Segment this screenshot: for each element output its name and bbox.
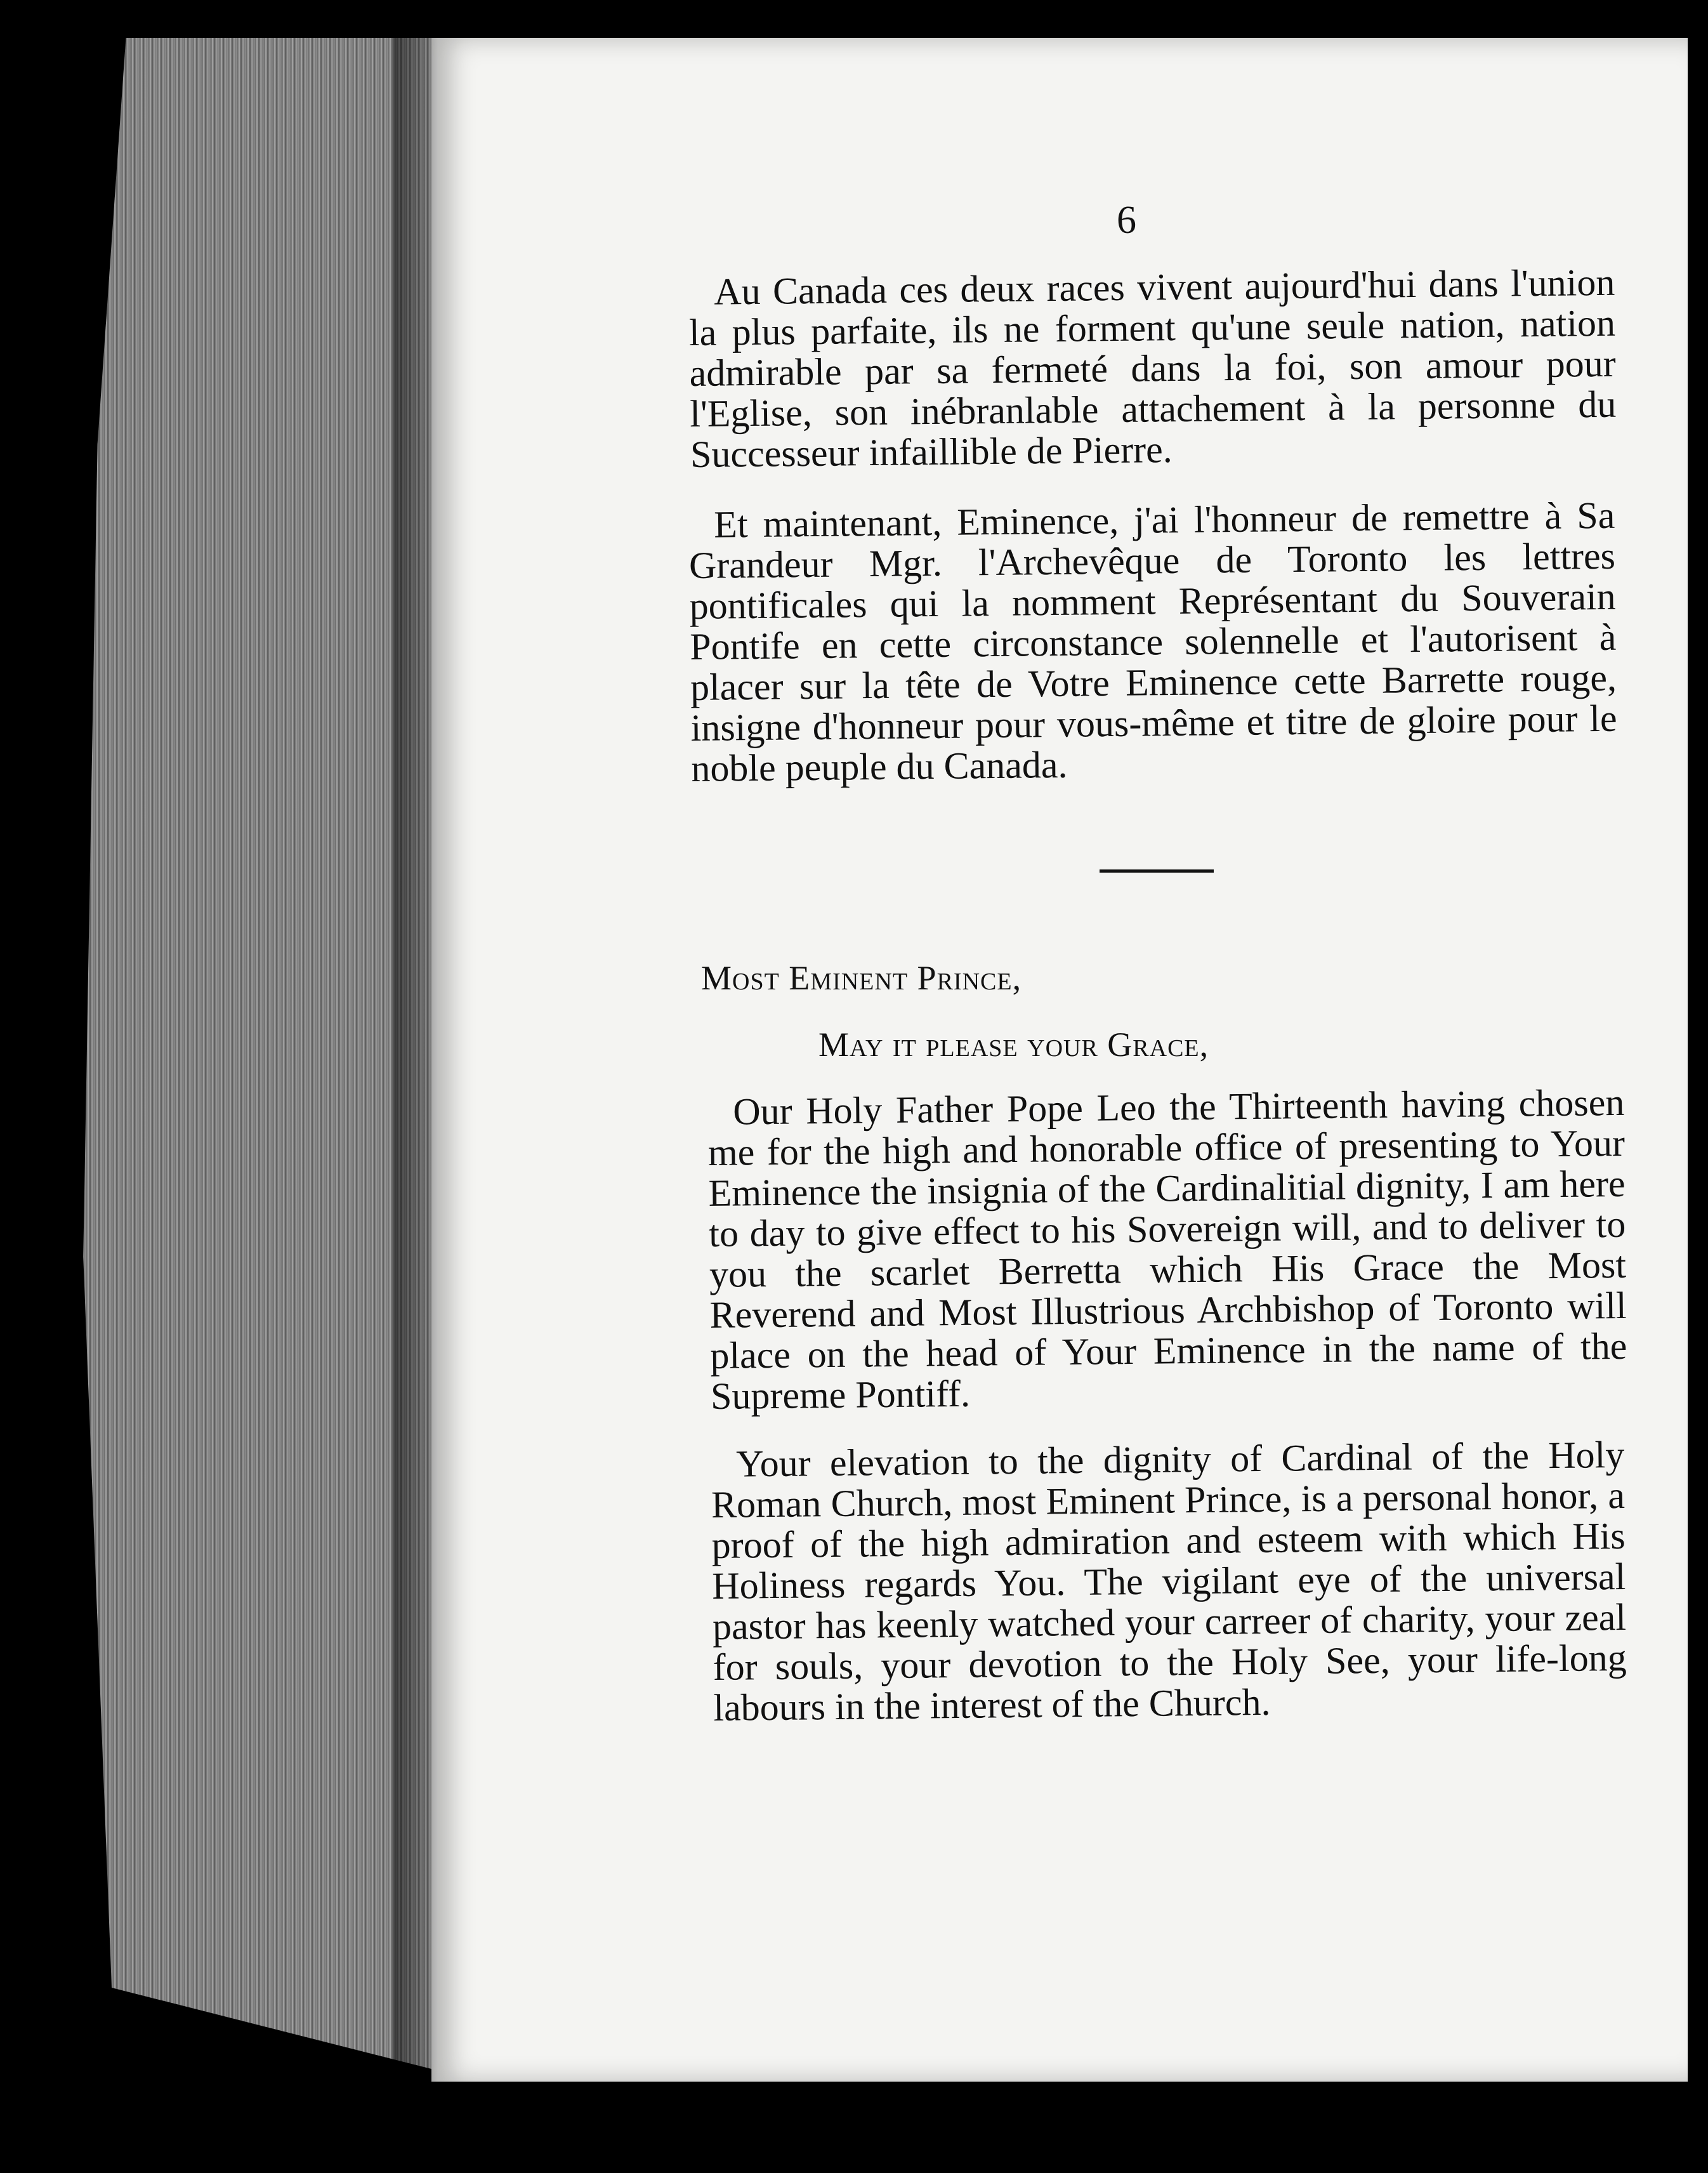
english-paragraph-1: Our Holy Father Pope Leo the Thirteenth having chosen me for the high and honorable office of presenting to Your Eminence the insignia of the Cardinalitial dignity, I am here to day to give effect to his Sovereign will, and to deliver to you the scarlet Berretta which His Grace the Most Reverend and Most Illustrious Archbishop of Toronto will place on the head of Your Eminence in the name of the Supreme Pontiff. [707, 1081, 1627, 1417]
section-divider [1100, 869, 1214, 873]
page-number: 6 [1117, 199, 1136, 242]
salutation-most-eminent-prince: Most Eminent Prince, [701, 959, 1022, 997]
book-page-edges [76, 38, 431, 2069]
salutation-may-it-please: May it please your Grace, [818, 1026, 1209, 1064]
english-paragraph-2: Your elevation to the dignity of Cardinal of the Holy Roman Church, most Eminent Prince, is a personal honor, a proof of the high admiration and esteem with which His Holiness regards You. The vigilant eye of the universal pastor has keenly watched your carreer of charity, your zeal for souls, your devotion to the Holy See, your life-long labours in the interest of the Church. [711, 1433, 1627, 1729]
gutter-shadow [393, 38, 438, 2094]
french-paragraph-2: Et maintenant, Eminence, j'ai l'honneur de remettre à Sa Grandeur Mgr. l'Archevêque de Toronto les lettres pontificales qui la nomment Représentant du Souverain Pontife en cette circonstance solennelle et l'autorisent à placer sur la tête de Votre Eminence cette Barrette rouge, insigne d'honneur pour vous-même et titre de gloire pour le noble peuple du Canada. [688, 494, 1617, 789]
french-paragraph-1: Au Canada ces deux races vivent aujourd'hui dans l'union la plus parfaite, ils ne forment qu'une seule nation, nation admirable par sa fermeté dans la foi, son amour pour l'Eglise, son inébranlable attachement à la personne du Successeur infaillible de Pierre. [688, 261, 1617, 475]
